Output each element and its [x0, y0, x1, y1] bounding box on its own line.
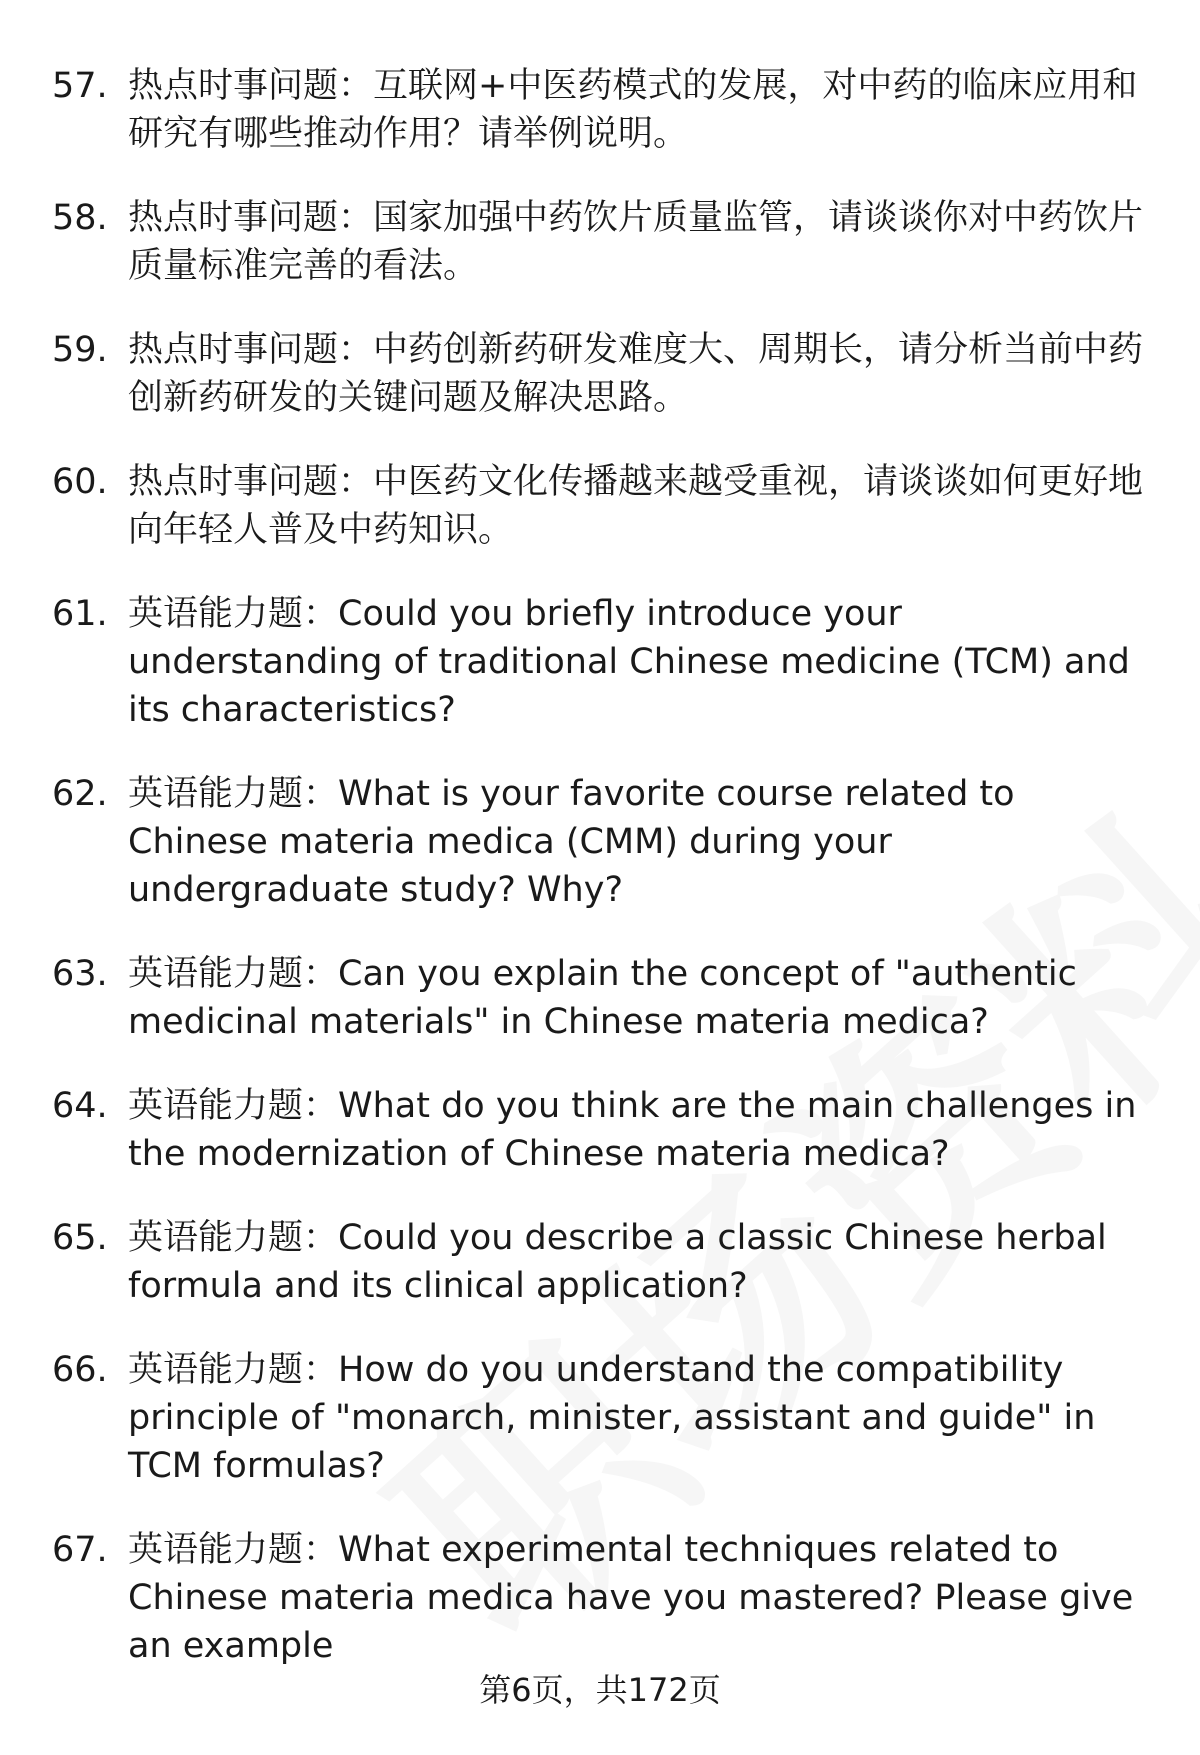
question-item — [52, 194, 1162, 290]
question-number: 61. — [52, 594, 108, 634]
question-text: 英语能力题：How do you understand the compatibility principle of "monarch, minister, assistant and guide" in TCM formulas? — [128, 1350, 1096, 1486]
question-text: 热点时事问题：中药创新药研发难度大、周期长，请分析当前中药创新药研发的关键问题及解决思路。 — [128, 330, 1144, 418]
question-item — [52, 1082, 1162, 1178]
question-item — [52, 1346, 1162, 1490]
question-text: 英语能力题：Could you describe a classic Chinese herbal formula and its clinical application? — [128, 1218, 1107, 1306]
question-text: 热点时事问题：互联网+中医药模式的发展，对中药的临床应用和研究有哪些推动作用？请举例说明。 — [128, 66, 1138, 154]
question-text: 英语能力题：What experimental techniques related to Chinese materia medica have you mastered? Please give an example — [128, 1530, 1134, 1666]
question-number: 57. — [52, 66, 108, 106]
question-text: 英语能力题：Can you explain the concept of "authentic medicinal materials" in Chinese materia medica? — [128, 954, 1077, 1042]
question-item — [52, 62, 1162, 158]
question-item — [52, 326, 1162, 422]
question-number: 59. — [52, 330, 108, 370]
question-text: 热点时事问题：中医药文化传播越来越受重视，请谈谈如何更好地向年轻人普及中药知识。 — [128, 462, 1144, 550]
question-item — [52, 458, 1162, 554]
question-text: 英语能力题：What do you think are the main challenges in the modernization of Chinese materia medica? — [128, 1086, 1137, 1174]
question-number: 67. — [52, 1530, 108, 1570]
question-text: 英语能力题：What is your favorite course related to Chinese materia medica (CMM) during your undergraduate study? Why? — [128, 774, 1015, 910]
question-number: 58. — [52, 198, 108, 238]
question-item — [52, 1526, 1162, 1670]
question-list — [52, 62, 1162, 1706]
question-text: 热点时事问题：国家加强中药饮片质量监管，请谈谈你对中药饮片质量标准完善的看法。 — [128, 198, 1144, 286]
question-item — [52, 1214, 1162, 1310]
question-item — [52, 590, 1162, 734]
question-item — [52, 770, 1162, 914]
question-item — [52, 950, 1162, 1046]
question-number: 60. — [52, 462, 108, 502]
question-number: 66. — [52, 1350, 108, 1390]
question-number: 64. — [52, 1086, 108, 1126]
question-text: 英语能力题：Could you briefly introduce your understanding of traditional Chinese medicine (TCM) and its characteristics? — [128, 594, 1130, 730]
question-number: 63. — [52, 954, 108, 994]
page-indicator: 第6页，共172页 — [479, 1671, 721, 1709]
question-number: 65. — [52, 1218, 108, 1258]
question-number: 62. — [52, 774, 108, 814]
